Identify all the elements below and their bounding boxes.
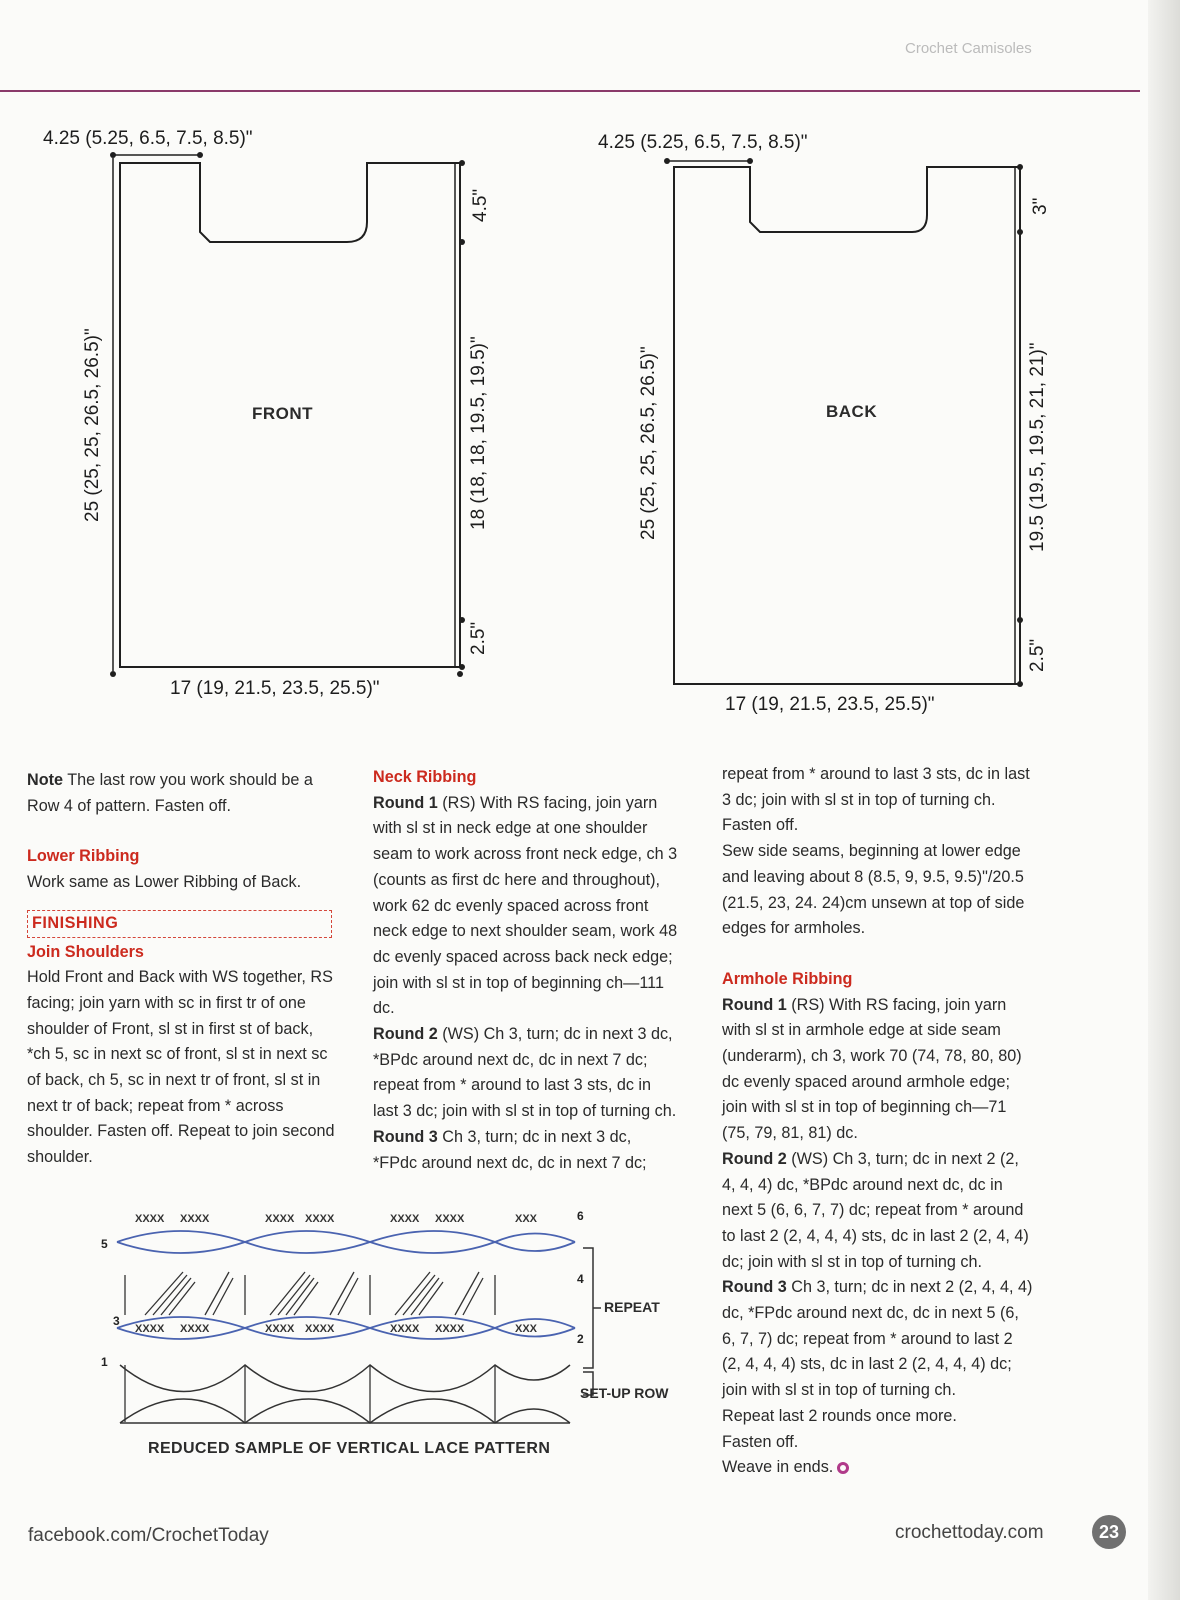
back-width: 17 (19, 21.5, 23.5, 25.5)" xyxy=(725,694,935,715)
header-section-tag: Crochet Camisoles xyxy=(905,40,1032,57)
neck-continued-text: repeat from * around to last 3 sts, dc in last 3 dc; join with sl st in top of turning ch. Fasten off. xyxy=(722,765,1030,835)
neck-round-3-text: Ch 3, turn; dc in next 3 dc, *FPdc around next dc, dc in next 7 dc; xyxy=(373,1127,647,1172)
svg-text:XXXX: XXXX xyxy=(390,1213,420,1225)
column-3 xyxy=(722,762,1034,1481)
svg-text:XXXX: XXXX xyxy=(180,1323,210,1335)
note-paragraph xyxy=(27,768,339,819)
back-neck-depth: 3" xyxy=(1030,197,1051,215)
chart-row-3: 3 xyxy=(113,1314,120,1328)
side-seams-text: Sew side seams, beginning at lower edge and leaving about 8 (8.5, 9, 9.5, 9.5)"/20.5 (21.5, 23, 24. 24)cm unsewn at top of side edges for armholes. xyxy=(722,842,1025,938)
column-1 xyxy=(27,768,339,1171)
note-text: The last row you work should be a Row 4 of pattern. Fasten off. xyxy=(27,771,313,815)
armhole-round-1-label: Round 1 xyxy=(722,995,787,1014)
back-neck-width: 4.25 (5.25, 6.5, 7.5, 8.5)" xyxy=(598,132,808,153)
armhole-round-3-text: Ch 3, turn; dc in next 2 (2, 4, 4, 4) dc, *FPdc around next dc, dc in next 5 (6, 6, 7, 7) dc; repeat from * around to last 2 (2, 4, 4, 4) sts, dc in last 2 (2, 4, 4, 4) dc; join with sl st in top of turning ch. xyxy=(722,1278,1033,1400)
svg-text:XXXX: XXXX xyxy=(135,1323,165,1335)
armhole-round-3 xyxy=(722,1275,1034,1404)
svg-text:XXX: XXX xyxy=(515,1213,538,1225)
armhole-ribbing-heading: Armhole Ribbing xyxy=(722,969,853,988)
svg-text:XXXX: XXXX xyxy=(305,1323,335,1335)
svg-text:XXXX: XXXX xyxy=(435,1323,465,1335)
svg-text:XXXX: XXXX xyxy=(305,1213,335,1225)
neck-round-1-text: (RS) With RS facing, join yarn with sl st in neck edge at one shoulder seam to work across front neck edge, ch 3 (counts as first dc here and throughout), work 62 dc evenly spaced across front neck edge to next shoulder seam, work 48 dc evenly spaced across back neck edge; join with sl st in top of beginning ch—111 dc. xyxy=(373,793,678,1018)
neck-round-1 xyxy=(373,791,679,1022)
chart-setup-label: SET-UP ROW xyxy=(580,1385,669,1401)
end-flower-icon xyxy=(837,1462,849,1474)
footer-facebook: facebook.com/CrochetToday xyxy=(28,1525,269,1546)
neck-round-2-text: (WS) Ch 3, turn; dc in next 3 dc, *BPdc around next dc, dc in next 7 dc; repeat from * around to last 3 sts, dc in last 3 dc; join with sl st in top of turning ch. xyxy=(373,1025,677,1121)
neck-ribbing-heading: Neck Ribbing xyxy=(373,768,477,786)
neck-round-2-label: Round 2 xyxy=(373,1025,438,1044)
front-width: 17 (19, 21.5, 23.5, 25.5)" xyxy=(170,678,380,699)
svg-text:XXXX: XXXX xyxy=(435,1213,465,1225)
lower-ribbing-heading: Lower Ribbing xyxy=(27,847,140,866)
footer-website: crochettoday.com xyxy=(895,1522,1044,1543)
page-number: 23 xyxy=(1092,1515,1126,1549)
front-body-length: 18 (18, 18, 19.5, 19.5)" xyxy=(468,336,489,530)
armhole-round-1 xyxy=(722,993,1034,1147)
chart-chain-rows xyxy=(120,1365,570,1423)
armhole-round-3-label: Round 3 xyxy=(722,1278,787,1297)
front-label: FRONT xyxy=(252,404,314,423)
armhole-round-2-text: (WS) Ch 3, turn; dc in next 2 (2, 4, 4, 4) dc, *BPdc around next dc, dc in next 5 (6, 6, 7, 7) dc; repeat from * around to last 2 (2, 4, 4, 4) sts, dc in last 2 (2, 4, 4) dc; join with sl st in top of turning ch. xyxy=(722,1149,1029,1271)
fasten-off-text: Fasten off. xyxy=(722,1432,799,1451)
back-ribbing-depth: 2.5" xyxy=(1027,638,1048,672)
svg-text:XXXX: XXXX xyxy=(265,1323,295,1335)
join-shoulders-heading: Join Shoulders xyxy=(27,942,144,961)
back-outline xyxy=(674,167,1020,684)
armhole-round-2-label: Round 2 xyxy=(722,1149,787,1168)
back-body-length: 19.5 (19.5, 19.5, 21, 21)" xyxy=(1027,342,1048,552)
chart-row-6: 6 xyxy=(577,1209,584,1223)
svg-text:XXXX: XXXX xyxy=(135,1213,165,1225)
chart-title: REDUCED SAMPLE OF VERTICAL LACE PATTERN xyxy=(148,1440,551,1457)
svg-text:XXXX: XXXX xyxy=(265,1213,295,1225)
neck-round-2 xyxy=(373,1022,679,1125)
chart-repeat-label: REPEAT xyxy=(604,1299,660,1315)
page-edge-shadow xyxy=(1148,0,1180,1600)
svg-text:XXXX: XXXX xyxy=(390,1323,420,1335)
lace-stitch-chart xyxy=(105,1200,605,1440)
weave-ends-line xyxy=(722,1455,1034,1481)
armhole-round-2 xyxy=(722,1147,1034,1276)
armhole-round-1-text: (RS) With RS facing, join yarn with sl st in armhole edge at side seam (underarm), ch 3, work 70 (74, 78, 80, 80) dc evenly spaced around armhole edge; join with sl st in top of beginning ch—71 (75, 79, 81, 81) dc. xyxy=(722,995,1022,1143)
column-2 xyxy=(373,765,679,1176)
chart-row-4: 4 xyxy=(577,1272,584,1286)
back-total-length: 25 (25, 25, 26.5, 26.5)" xyxy=(638,346,659,540)
finishing-heading: FINISHING xyxy=(27,910,332,938)
note-label: Note xyxy=(27,771,63,789)
svg-text:XXXX: XXXX xyxy=(180,1213,210,1225)
chart-row-1: 1 xyxy=(101,1355,108,1369)
neck-round-3 xyxy=(373,1125,679,1176)
chart-row-2: 2 xyxy=(577,1332,584,1346)
front-neck-depth: 4.5" xyxy=(470,188,491,222)
neck-round-3-label: Round 3 xyxy=(373,1127,438,1146)
repeat-rounds-text: Repeat last 2 rounds once more. xyxy=(722,1406,957,1425)
front-total-length: 25 (25, 25, 26.5, 26.5)" xyxy=(82,328,103,522)
front-ribbing-depth: 2.5" xyxy=(468,621,489,655)
svg-text:XXX: XXX xyxy=(515,1323,538,1335)
front-neck-width: 4.25 (5.25, 6.5, 7.5, 8.5)" xyxy=(43,128,253,149)
chart-repeat-bracket xyxy=(583,1248,601,1395)
lower-ribbing-text: Work same as Lower Ribbing of Back. xyxy=(27,873,302,892)
back-schematic xyxy=(600,0,1060,720)
back-label: BACK xyxy=(826,402,878,421)
weave-ends-text: Weave in ends. xyxy=(722,1458,834,1477)
chart-row-5: 5 xyxy=(101,1237,108,1251)
neck-round-1-label: Round 1 xyxy=(373,793,438,812)
join-shoulders-text: Hold Front and Back with WS together, RS facing; join yarn with sc in first tr of one shoulder of Front, sl st in first st of back, *ch 5, sc in next sc of front, sl st in next sc of back, ch 5, sc in next tr of front, sl st in next tr of back; repeat from * across shoulder. Fasten off. Repeat to join second shoulder. xyxy=(27,968,335,1167)
